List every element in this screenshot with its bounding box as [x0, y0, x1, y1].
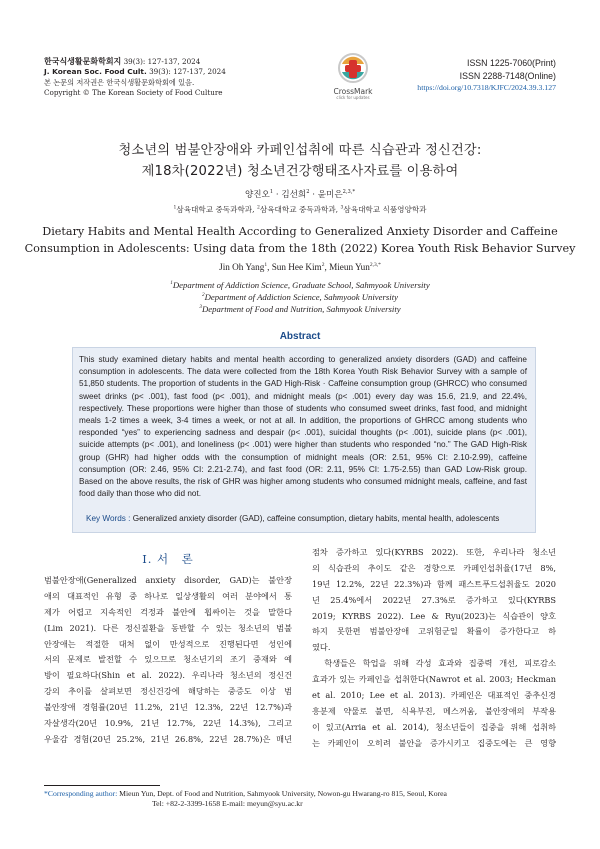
journal-name-ko: 한국식생활문화학회지: [44, 57, 122, 66]
journal-name-en: J. Korean Soc. Food Cult.: [44, 67, 147, 77]
affil-sup: 1: [170, 280, 173, 287]
affil-en: Department of Addiction Science, Graduate School, Sahmyook University: [172, 280, 430, 290]
author-ko: 윤미은: [317, 190, 343, 200]
title-english-line2: Consumption in Adolescents: Using data from the 18th (2022) Korea Youth Risk Behavior Survey: [24, 241, 576, 255]
corresponding-author-footnote: [44, 789, 447, 809]
author-sup: 2: [321, 261, 325, 268]
footnote-divider: [44, 785, 160, 786]
journal-volume-en: 39(3): 127-137, 2024: [146, 67, 226, 77]
abstract-line: respectively. These proportions were higher than those of students who consumed sweet drinks, fast food, and midnight: [79, 403, 527, 413]
body-line: et al. 2010; Lee et al. 2013). 카페인은 대표적인 중추신경: [312, 689, 556, 700]
journal-header: [44, 57, 226, 99]
body-column-left: [44, 573, 292, 748]
corresponding-author-label: *Corresponding author:: [44, 789, 118, 798]
footnote-line2: Tel: +82-2-3399-1658 E-mail: meyun@syu.ac.kr: [152, 799, 303, 808]
body-line: 점차 증가하고 있다(KYRBS 2022). 또한, 우리나라 청소년: [312, 547, 556, 557]
title-korean-line2: 제18차(2022년) 청소년건강행태조사자료를 이용하여: [141, 164, 459, 179]
abstract-heading: Abstract: [279, 331, 321, 342]
author-en: Sun Hee Kim: [271, 262, 322, 272]
affiliations-english: [0, 279, 600, 316]
affil-sup: 1: [173, 205, 177, 211]
abstract-line: meals 1-2 times a week, 3-4 times a week, or not at all. In addition, the proportions of GHRCC among students who: [79, 415, 527, 425]
body-line: 애의 대표적인 유형 중 하나로 일상생활의 여러 분야에서 통: [44, 590, 292, 601]
body-line: 제가 어렵고 지속적인 걱정과 불안에 휩싸이는 것을 말한다: [44, 606, 292, 617]
body-line: 불안장애 경험률(20년 11.2%, 21년 12.3%, 22년 12.7%)과: [44, 702, 292, 712]
author-sup: 2,3,*: [369, 261, 381, 268]
authors-korean: 양진오$^1$ · 김선희$^2$ · 윤미은$^{2,3,*}$: [244, 189, 356, 200]
title-korean: [0, 140, 600, 182]
body-line: 하지 못한편 범불안장애 고위험군일 확률이 증가한다고 하: [312, 626, 556, 637]
abstract-line: consumption in adolescents. The data were collected from the 18th Korea Youth Risk Behavior Survey with a sample of: [79, 367, 527, 377]
affil-ko: 삼육대학교 중독과학과: [259, 205, 336, 214]
copyright-en: Copyright © The Korean Society of Food Culture: [44, 88, 223, 98]
doi-link[interactable]: https://doi.org/10.7318/KJFC/2024.39.3.127: [417, 83, 556, 92]
abstract-line: This study examined dietary habits and mental health according to generalized anxiety disorders (GAD) and caffeine: [79, 355, 527, 364]
crossmark-sublabel: click for updates: [336, 95, 370, 100]
author-sup: 2: [306, 189, 310, 196]
author-en: Jin Oh Yang: [219, 262, 265, 272]
authors-english: Jin Oh Yang$^1$, Sun Hee Kim$^2$, Mieun Yun$^{2,3,*}$: [219, 261, 381, 272]
abstract-body: [79, 354, 527, 500]
section-heading-introduction: Ⅰ. 서 론: [142, 552, 194, 566]
author-ko: 김선희: [281, 190, 307, 200]
body-line: 년 25.4%에서 2022년 27.3%로 증가하고 있다(KYRBS: [312, 594, 556, 605]
copyright-ko: 본 논문의 저작권은 한국식생활문화학회에 있음.: [44, 77, 195, 87]
body-line: 효과가 있는 카페인을 섭취한다(Nawrot et al. 2003; Heckman: [312, 674, 556, 684]
abstract-line: food daily than those who did not.: [79, 489, 201, 499]
abstract-line: sweet drinks (p< .001), fast food (p< .001), and midnight meals (p< .001) every day was 15.6, 21.9, and 22.4%,: [79, 391, 527, 401]
affiliations-korean: $^1$삼육대학교 중독과학과, $^2$삼육대학교 중독과학과, $^3$삼육대학교 식품영양학과: [173, 205, 427, 214]
abstract-line: suicide attempts (p< .001), and loneliness (p< .001) were higher than students who responded “no.” The GAD High-Risk: [79, 440, 527, 450]
body-line: 였다.: [312, 642, 331, 653]
journal-volume-ko: 39(3): 127-137, 2024: [121, 57, 201, 66]
body-line: 학생들은 학업을 위해 각성 효과와 집중력 개선, 피로감소: [312, 658, 556, 669]
author-sup: 2,3,*: [342, 189, 356, 196]
body-line: 흥분제 약물로 불면, 식욕부진, 메스꺼움, 불안장애의 부작용: [312, 705, 556, 716]
footnote-line1: Mieun Yun, Dept. of Food and Nutrition, Sahmyook University, Nowon-gu Hwarang-ro 815, Seoul, Korea: [117, 789, 447, 798]
body-line: 우울감 경험(20년 25.2%, 21년 26.8%, 22년 28.7%)은 매년: [44, 733, 292, 744]
body-line: 19년 12.2%, 22년 22.3%)과 함께 패스트푸드섭취율도 2020: [312, 578, 556, 589]
title-english: [0, 224, 600, 257]
affil-sup: 3: [199, 304, 202, 311]
affil-sup: 2: [256, 205, 260, 211]
author-sup: 1: [269, 189, 274, 196]
body-line: 서의 문제로 발전할 수 있으므로 청소년기의 조기 중재와 예: [44, 654, 292, 665]
body-line: 안장애는 적절한 대처 없이 만성적으로 진행된다면 성인에: [44, 638, 292, 649]
keywords: [86, 514, 499, 523]
body-line: (Lim 2021). 다른 정신질환을 동반할 수 있는 청소년의 범불: [44, 622, 292, 633]
body-line: 이 있고(Arria et al. 2014), 청소년들이 집중을 위해 섭취하: [312, 721, 556, 732]
author-ko: 양진오: [244, 190, 270, 200]
body-column-right: [312, 545, 556, 751]
abstract-line: consumption (OR: 2.46, 95% CI: 2.21-2.74), and fast food (OR: 2.11, 95% CI: 1.75-2.55) than GAD Low-Risk group.: [79, 464, 527, 474]
body-line: 의 식습관의 추이도 같은 경향으로 카페인섭취율(17년 8%,: [312, 562, 556, 573]
title-english-line1: Dietary Habits and Mental Health According to Generalized Anxiety Disorder and Caffeine: [42, 225, 558, 238]
author-sup: 1: [264, 261, 268, 268]
issn-print: ISSN 1225-7060(Print): [467, 58, 556, 68]
affil-sup: 3: [340, 205, 344, 211]
title-korean-line1: 청소년의 범불안장애와 카페인섭취에 따른 식습관과 정신건강:: [118, 143, 482, 158]
issn-online: ISSN 2288-7148(Online): [459, 70, 556, 81]
affil-ko: 삼육대학교 중독과학과: [176, 205, 253, 214]
body-line: 2019; KYRBS 2022). Lee & Ryu(2023)는 식습관이 양호: [312, 610, 556, 621]
crossmark-icon: [337, 52, 369, 86]
body-line: 는 카페인이 오히려 불안을 증가시키고 집중도에는 큰 영향: [312, 737, 556, 748]
abstract-line: group (GHR) had higher odds with the consumption of midnight meals (OR: 2.51, 95% CI: 2.10-2.99), caffeine: [79, 452, 527, 462]
keywords-label: Key Words :: [86, 514, 131, 523]
crossmark-badge[interactable]: [331, 52, 375, 100]
author-en: Mieun Yun: [329, 262, 370, 272]
body-line: 방이 필요하다(Shin et al. 2022). 우리나라 청소년의 정신건: [44, 670, 292, 681]
body-line: 범불안장애(Generalized anxiety disorder, GAD)는 불안장: [44, 575, 292, 585]
abstract-line: Based on the above results, the risk of GHR was higher among students who consumed midnight meals, caffeine, and fast: [79, 476, 527, 486]
affil-ko: 삼육대학교 식품영양학과: [343, 205, 427, 214]
issn-block: [417, 57, 556, 95]
affil-en: Department of Addiction Science, Sahmyook University: [204, 292, 398, 303]
body-line: 자살생각(20년 10.9%, 21년 12.7%, 22년 14.3%), 그리고: [44, 717, 292, 728]
body-line: 강의 추이를 살펴보면 정신건강에 해당하는 중증도 이상 범: [44, 686, 292, 697]
keywords-text: Generalized anxiety disorder (GAD), caffeine consumption, dietary habits, mental health, adolescents: [130, 514, 500, 523]
abstract-line: 51,850 students. The proportion of students in the GAD High-Risk · Caffeine consumption group (GHRCC) who consumed: [79, 379, 527, 389]
affil-en: Department of Food and Nutrition, Sahmyook University: [202, 304, 401, 315]
crossmark-label: CrossMark: [333, 87, 373, 96]
affil-sup: 2: [202, 292, 205, 299]
abstract-line: responded “yes” to experiencing sadness and despair (p< .001), suicidal thoughts (p< .001), suicide plans (p< .001),: [79, 428, 527, 438]
